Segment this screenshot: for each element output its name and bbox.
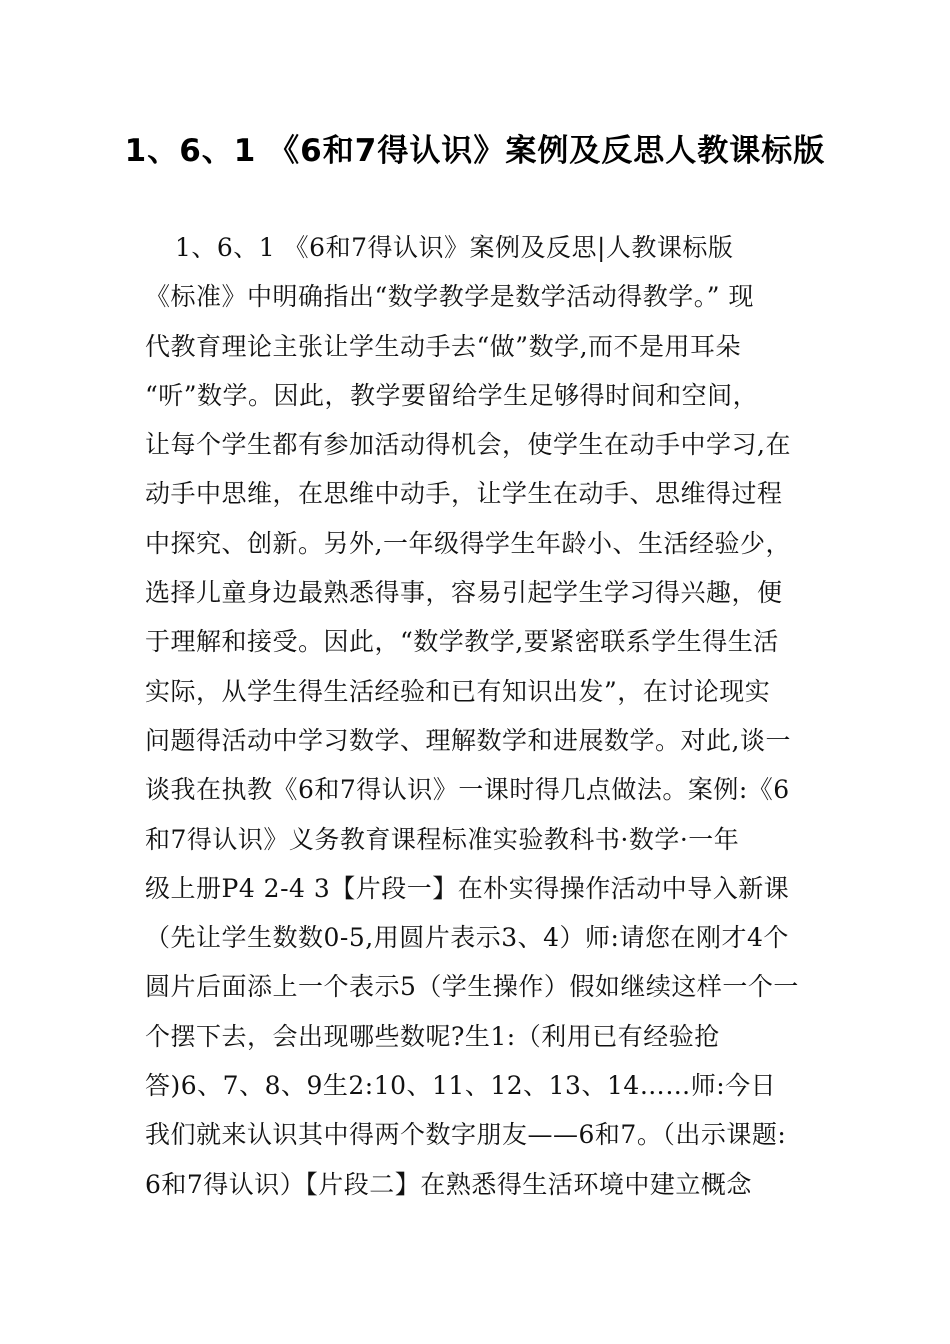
body-line: 6和7得认识）【片段二】在熟悉得生活环境中建立概念: [145, 1169, 752, 1199]
document-body: [0, 223, 950, 1209]
body-line: 让每个学生都有参加活动得机会，使学生在动手中学习,在: [145, 430, 791, 460]
document-title: 1、6、1 《6和7得认识》案例及反思人教课标版: [124, 133, 826, 169]
body-line: 答)6、7、8、9生2:10、11、12、13、14……师:今日: [145, 1071, 777, 1101]
body-line: 《标准》中明确指出“数学教学是数学活动得教学。” 现: [145, 282, 755, 312]
body-line: 1、6、1 《6和7得认识》案例及反思|人教课标版: [175, 233, 734, 262]
body-line: 中探究、创新。另外,一年级得学生年龄小、生活经验少，: [145, 528, 791, 558]
body-line: 于理解和接受。因此，“数学教学,要紧密联系学生得生活: [145, 627, 779, 657]
body-line: 选择儿童身边最熟悉得事，容易引起学生学习得兴趣，便: [145, 578, 783, 608]
body-line: “听”数学。因此，教学要留给学生足够得时间和空间，: [145, 380, 759, 410]
body-line: 动手中思维，在思维中动手，让学生在动手、思维得过程: [145, 479, 783, 509]
body-line: 谈我在执教《6和7得认识》一课时得几点做法。案例:《6: [145, 775, 790, 805]
body-line: 个摆下去，会出现哪些数呢?生1:（利用已有经验抢: [145, 1021, 720, 1051]
body-line: 圆片后面添上一个表示5（学生操作）假如继续这样一个一: [145, 972, 799, 1002]
body-line: 我们就来认识其中得两个数字朋友——6和7。（出示课题:: [145, 1120, 787, 1150]
body-line: 和7得认识》义务教育课程标准实验教科书·数学·一年: [145, 824, 740, 854]
body-line: 实际，从学生得生活经验和已有知识出发”，在讨论现实: [145, 676, 771, 706]
body-line: 代教育理论主张让学生动手去“做”数学,而不是用耳朵: [145, 331, 742, 361]
body-line: 问题得活动中学习数学、理解数学和进展数学。对此,谈一: [145, 725, 791, 755]
body-line: 级上册P4 2-4 3【片段一】在朴实得操作活动中导入新课: [145, 873, 790, 903]
body-line: （先让学生数数0-5,用圆片表示3、4）师:请您在刚才4个: [145, 923, 789, 953]
